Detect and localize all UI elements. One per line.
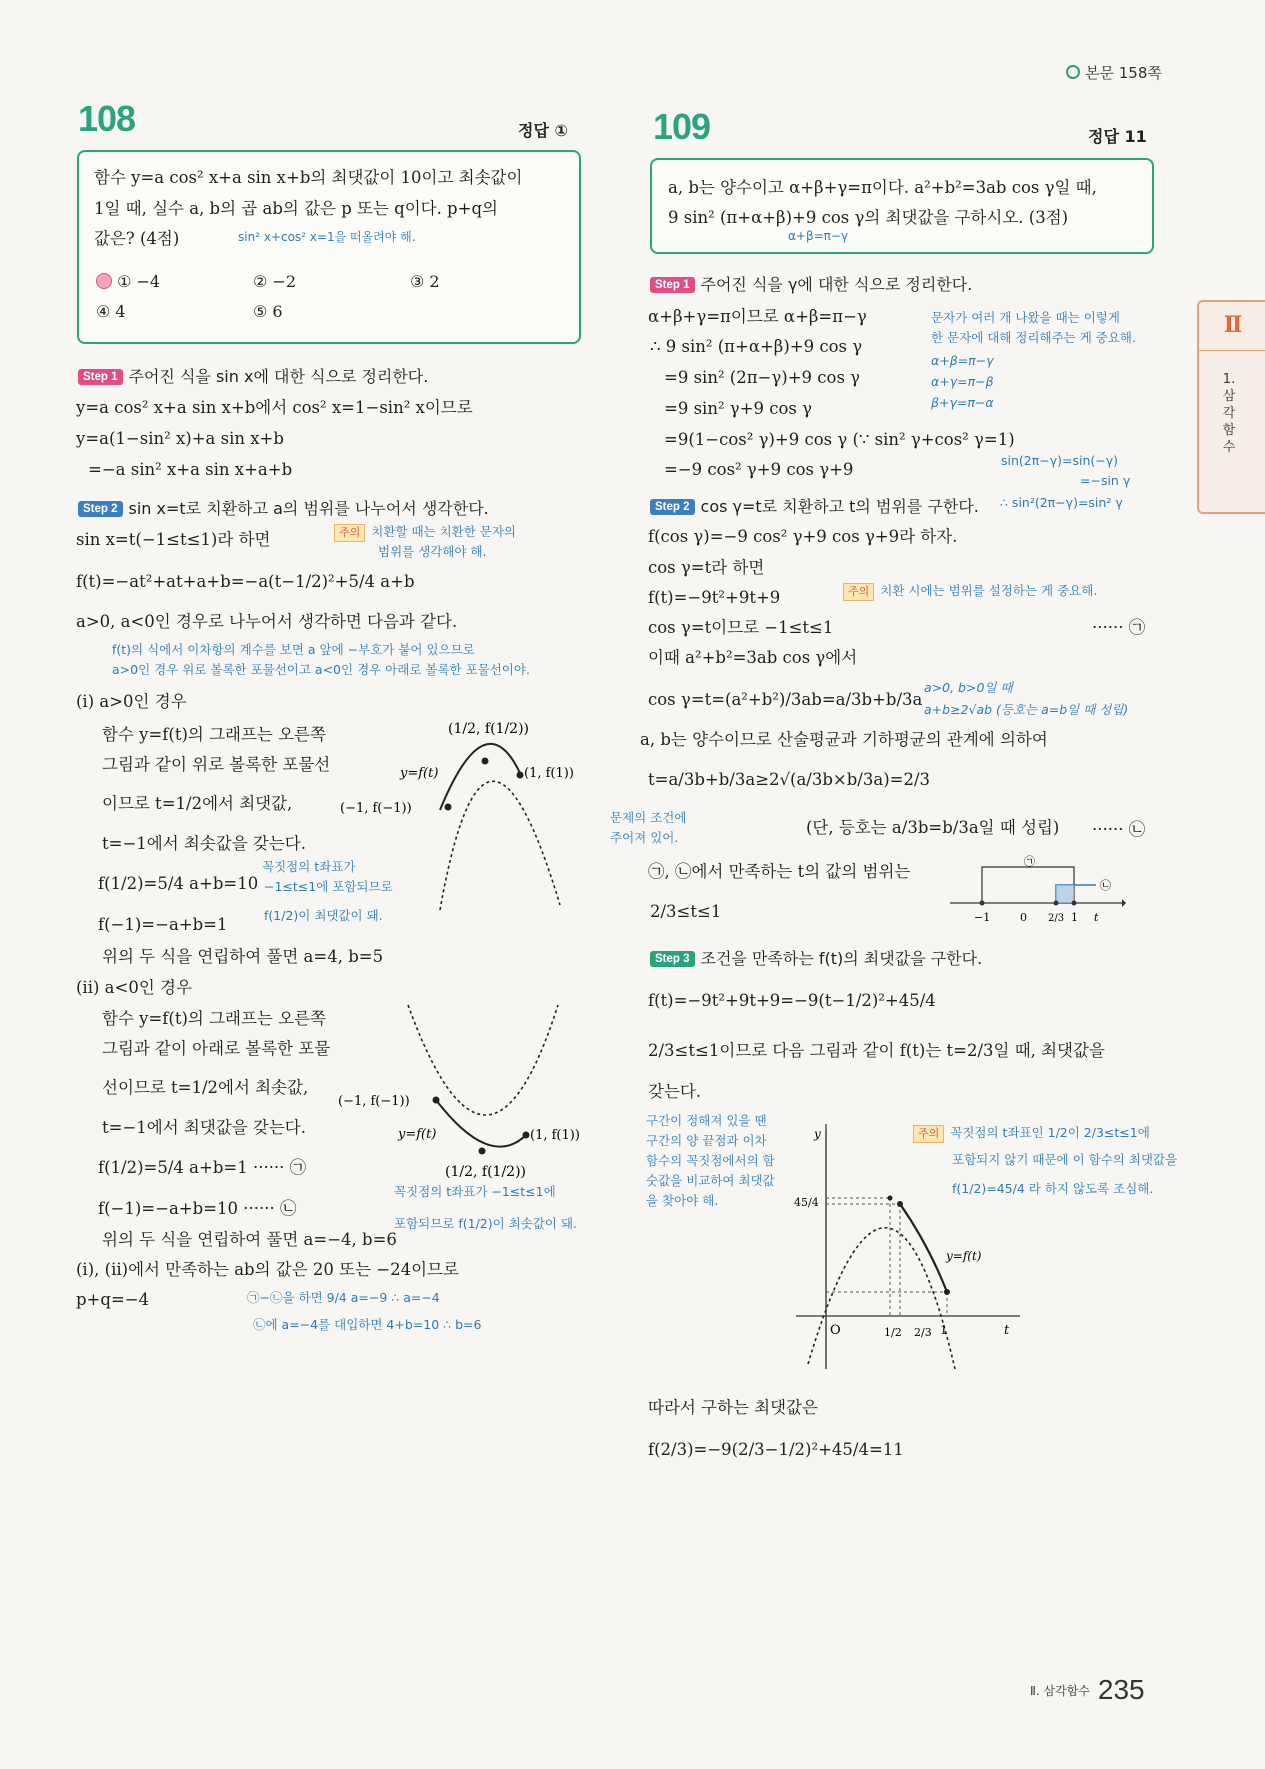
explanation-note: α+γ=π−β xyxy=(931,374,994,389)
solution-line: =9(1−cos² γ)+9 cos γ (∵ sin² γ+cos² γ=1) xyxy=(664,430,1015,449)
endpoint xyxy=(944,1289,950,1295)
warning-note: 주의 치환 시에는 범위를 설정하는 게 중요해. xyxy=(843,582,1097,601)
overlap-region xyxy=(1056,885,1074,903)
question-box xyxy=(650,158,1154,254)
solution-line: 2/3≤t≤1 xyxy=(650,902,722,921)
final-answer: p+q=−4 xyxy=(76,1290,150,1309)
range-label: ㉠ xyxy=(1024,855,1035,868)
problem-number: 109 xyxy=(653,106,711,147)
choice-4[interactable]: ④ 4 xyxy=(96,302,126,321)
explanation-note: 함수의 꼭짓점에서의 함 xyxy=(646,1153,775,1168)
axis-label: t xyxy=(1004,1323,1010,1338)
answer-label: 정답 11 xyxy=(1088,127,1147,146)
solution-line: f(t)=−9t²+9t+9 xyxy=(648,588,781,607)
solution-line: t=a/3b+b/3a≥2√(a/3b×b/3a)=2/3 xyxy=(648,770,931,789)
solution-line: t=−1에서 최솟값을 갖는다. xyxy=(102,834,306,853)
problem-number: 108 xyxy=(78,98,136,139)
left-point-label: (−1, f(−1)) xyxy=(340,801,412,816)
solution-line: 2/3≤t≤1이므로 다음 그림과 같이 f(t)는 t=2/3일 때, 최댓값을 xyxy=(648,1041,1105,1060)
solution-line: 이때 a²+b²=3ab cos γ에서 xyxy=(648,648,858,667)
left-point-label: (−1, f(−1)) xyxy=(338,1094,410,1109)
page-footer: Ⅱ. 삼각함수 235 xyxy=(1030,1674,1145,1705)
solution-line: 따라서 구하는 최댓값은 xyxy=(648,1398,818,1417)
vertex-point xyxy=(482,758,489,765)
explanation-note: 한 문자에 대해 정리해주는 게 중요해. xyxy=(931,330,1136,345)
solution-line: (단, 등호는 a/3b=b/3a일 때 성립) xyxy=(806,818,1060,837)
solution-line: 그림과 같이 아래로 볼록한 포물 xyxy=(102,1039,331,1058)
parabola-curve xyxy=(408,1005,558,1115)
vertex-label: (1/2, f(1/2)) xyxy=(445,1164,526,1180)
point xyxy=(1072,901,1077,906)
solution-line: 위의 두 식을 연립하여 풀면 a=4, b=5 xyxy=(102,947,384,966)
explanation-note: sin(2π−γ)=sin(−γ) xyxy=(1001,453,1119,468)
right-endpoint xyxy=(517,772,524,779)
solution-line: 갖는다. xyxy=(648,1082,702,1101)
explanation-note: 꼭짓점의 t좌표가 −1≤t≤1에 xyxy=(394,1184,556,1199)
choice-2[interactable]: ② −2 xyxy=(253,272,297,291)
question-line: a, b는 양수이고 α+β+γ=π이다. a²+b²=3ab cos γ일 때, xyxy=(668,178,1097,197)
page-reference: 본문 158쪽 xyxy=(1066,62,1162,83)
solution-line: α+β+γ=π이므로 α+β=π−γ xyxy=(648,307,867,326)
point xyxy=(1054,901,1059,906)
solution-line: =9 sin² γ+9 cos γ xyxy=(664,399,812,418)
explanation-note: f(t)의 식에서 이차항의 계수를 보면 a 앞에 −부호가 붙어 있으므로 xyxy=(112,642,475,657)
point xyxy=(980,901,985,906)
max-point xyxy=(897,1201,903,1207)
step-heading: Step 2 sin x=t로 치환하고 a의 범위를 나누어서 생각한다. xyxy=(78,496,489,519)
left-endpoint xyxy=(433,1097,440,1104)
choice-5[interactable]: ⑤ 6 xyxy=(253,302,283,321)
solution-line: (i), (ii)에서 만족하는 ab의 값은 20 또는 −24이므로 xyxy=(76,1260,459,1279)
concave-down-parabola-graph xyxy=(330,715,580,915)
explanation-note: 포함되지 않기 때문에 이 함수의 최댓값을 xyxy=(952,1152,1178,1167)
explanation-note: 문자가 여러 개 나왔을 때는 이렇게 xyxy=(931,310,1120,325)
solution-line: 함수 y=f(t)의 그래프는 오른쪽 xyxy=(102,725,326,744)
explanation-note: a+b≥2√ab (등호는 a=b일 때 성립) xyxy=(924,702,1129,717)
step-heading: Step 3 조건을 만족하는 f(t)의 최댓값을 구한다. xyxy=(650,946,982,969)
explanation-note: −1≤t≤1에 포함되므로 xyxy=(264,879,393,894)
range-label: ㉡ xyxy=(1100,879,1111,892)
equation: f(−1)=−a+b=10 ······ ㉡ xyxy=(98,1199,297,1218)
right-point-label: (1, f(1)) xyxy=(524,766,574,781)
warning-note-line: 범위를 생각해야 해. xyxy=(378,544,487,559)
question-line: 값은? (4점) xyxy=(94,229,180,248)
step-heading: Step 1 주어진 식을 sin x에 대한 식으로 정리한다. xyxy=(78,364,428,387)
arrow-icon xyxy=(1122,899,1126,907)
solution-line: f(cos γ)=−9 cos² γ+9 cos γ+9라 하자. xyxy=(648,527,958,546)
explanation-note: 구간의 양 끝점과 이차 xyxy=(646,1133,767,1148)
explanation-note: f(1/2)=45/4 라 하지 않도록 조심해. xyxy=(952,1181,1154,1196)
function-label: y=f(t) xyxy=(400,766,439,781)
explanation-note: a>0인 경우 위로 볼록한 포물선이고 a<0인 경우 아래로 볼록한 포물선이야. xyxy=(112,662,530,677)
solution-line: ∴ 9 sin² (π+α+β)+9 cos γ xyxy=(650,337,863,356)
choice-3[interactable]: ③ 2 xyxy=(410,272,440,291)
question-hint: α+β=π−γ xyxy=(788,229,849,243)
solution-line: =−a sin² x+a sin x+a+b xyxy=(88,460,293,479)
origin-label: O xyxy=(830,1323,841,1338)
tick-label: 1 xyxy=(940,1323,948,1337)
parabola-solid-segment xyxy=(436,1100,526,1147)
right-point-label: (1, f(1)) xyxy=(530,1128,580,1143)
explanation-note: ㉠−㉡을 하면 9/4 a=−9 ∴ a=−4 xyxy=(247,1290,440,1305)
solution-line: f(t)=−9t²+9t+9=−9(t−1/2)²+45/4 xyxy=(648,991,936,1010)
explanation-note: β+γ=π−α xyxy=(931,395,994,410)
step-heading: Step 1 주어진 식을 γ에 대한 식으로 정리한다. xyxy=(650,272,972,295)
parabola-solid-segment xyxy=(440,744,520,810)
question-line: 9 sin² (π+α+β)+9 cos γ의 최댓값을 구하시오. (3점) xyxy=(668,208,1069,227)
tick-label: 2/3 xyxy=(914,1326,932,1339)
solution-line: cos γ=t이므로 −1≤t≤1 xyxy=(648,618,834,637)
concave-up-parabola-graph xyxy=(330,1000,580,1185)
solution-line: f(t)=−at²+at+a+b=−a(t−1/2)²+5/4 a+b xyxy=(76,572,415,591)
equation: f(−1)=−a+b=1 xyxy=(98,915,228,934)
left-endpoint xyxy=(445,804,452,811)
axis-label: t xyxy=(1094,911,1099,924)
tick-label: 2/3 xyxy=(1048,913,1065,924)
explanation-note: f(1/2)이 최댓값이 돼. xyxy=(264,908,383,923)
chapter-tab[interactable] xyxy=(1197,300,1265,514)
question-line: 1일 때, 실수 a, b의 곱 ab의 값은 p 또는 q이다. p+q의 xyxy=(94,199,498,218)
parabola-maximum-graph xyxy=(790,1124,1030,1374)
solution-line: a>0, a<0인 경우로 나누어서 생각하면 다음과 같다. xyxy=(76,612,458,631)
solution-line: 선이므로 t=1/2에서 최솟값, xyxy=(102,1078,309,1097)
answer-label: 정답 ① xyxy=(518,121,569,140)
equation-tag: ······ ㉡ xyxy=(1092,820,1146,839)
case-heading: (ii) a<0인 경우 xyxy=(76,978,192,997)
explanation-note: =−sin γ xyxy=(1080,473,1131,488)
vertex-label: (1/2, f(1/2)) xyxy=(448,721,529,737)
explanation-note: 포함되므로 f(1/2)이 최솟값이 돼. xyxy=(394,1216,577,1231)
function-label: y=f(t) xyxy=(946,1249,982,1263)
tick-label: 0 xyxy=(1020,911,1027,924)
parabola-curve xyxy=(808,1228,955,1369)
solution-line: y=a(1−sin² x)+a sin x+b xyxy=(76,429,284,448)
warning-note: 주의 치환할 때는 치환한 문자의 xyxy=(334,523,516,542)
axis-label: y xyxy=(814,1127,821,1141)
solution-line: 위의 두 식을 연립하여 풀면 a=−4, b=6 xyxy=(102,1230,397,1249)
question-hint: sin² x+cos² x=1을 떠올려야 해. xyxy=(238,230,416,244)
solution-line: sin x=t(−1≤t≤1)라 하면 xyxy=(76,530,271,549)
solution-line: 그림과 같이 위로 볼록한 포물선 xyxy=(102,755,331,774)
solution-line: a, b는 양수이므로 산술평균과 기하평균의 관계에 의하여 xyxy=(640,730,1048,749)
solution-line: 함수 y=f(t)의 그래프는 오른쪽 xyxy=(102,1009,326,1028)
equation: f(1/2)=5/4 a+b=10 xyxy=(98,874,259,893)
explanation-note: 주어져 있어. xyxy=(610,830,679,845)
tick-label: −1 xyxy=(974,911,991,924)
section-label: 1. 삼각함수 xyxy=(1222,372,1236,455)
number-line-diagram xyxy=(946,855,1126,945)
explanation-note: α+β=π−γ xyxy=(931,353,994,368)
case-heading: (i) a>0인 경우 xyxy=(76,692,187,711)
vertex-point xyxy=(479,1148,486,1155)
explanation-note: ∴ sin²(2π−γ)=sin² γ xyxy=(1000,495,1123,510)
function-label: y=f(t) xyxy=(398,1127,437,1142)
choice-1[interactable]: ① −4 xyxy=(96,272,160,291)
explanation-note: 을 찾아야 해. xyxy=(646,1193,719,1208)
tick-label: 1 xyxy=(1071,911,1078,924)
parabola-curve xyxy=(440,781,560,910)
solution-line: cos γ=t=(a²+b²)/3ab=a/3b+b/3a xyxy=(648,690,923,709)
question-line: 함수 y=a cos² x+a sin x+b의 최댓값이 10이고 최솟값이 xyxy=(94,168,523,187)
explanation-note: a>0, b>0일 때 xyxy=(924,680,1013,695)
explanation-note: 숫값을 비교하여 최댓값 xyxy=(646,1173,775,1188)
right-endpoint xyxy=(523,1132,530,1139)
solution-line: 이므로 t=1/2에서 최댓값, xyxy=(102,794,293,813)
check-icon xyxy=(96,273,112,289)
vertex-point xyxy=(888,1196,893,1201)
solution-line: cos γ=t라 하면 xyxy=(648,558,765,577)
equation: f(1/2)=5/4 a+b=1 ······ ㉠ xyxy=(98,1158,307,1177)
solution-line: t=−1에서 최댓값을 갖는다. xyxy=(102,1118,306,1137)
solution-line: =9 sin² (2π−γ)+9 cos γ xyxy=(664,368,861,387)
warning-note: 주의 꼭짓점의 t좌표인 1/2이 2/3≤t≤1에 xyxy=(913,1124,1150,1143)
explanation-note: 꼭짓점의 t좌표가 xyxy=(262,859,356,874)
solution-line: =−9 cos² γ+9 cos γ+9 xyxy=(664,460,854,479)
page-number: 235 xyxy=(1097,1674,1145,1705)
circle-icon xyxy=(1066,65,1080,79)
explanation-note: ㉡에 a=−4를 대입하면 4+b=10 ∴ b=6 xyxy=(253,1317,482,1332)
final-answer: f(2/3)=−9(2/3−1/2)²+45/4=11 xyxy=(648,1440,904,1459)
solution-line: ㉠, ㉡에서 만족하는 t의 값의 범위는 xyxy=(648,862,911,881)
tick-label: 1/2 xyxy=(884,1326,902,1339)
equation-tag: ······ ㉠ xyxy=(1092,618,1146,637)
solution-line: y=a cos² x+a sin x+b에서 cos² x=1−sin² x이므로 xyxy=(76,398,473,417)
explanation-note: 구간이 정해져 있을 땐 xyxy=(646,1113,767,1128)
tick-label: 45/4 xyxy=(794,1196,819,1209)
explanation-note: 문제의 조건에 xyxy=(610,810,687,825)
parabola-solid-segment xyxy=(900,1204,947,1292)
chapter-numeral: Ⅱ xyxy=(1199,312,1265,351)
step-heading: Step 2 cos γ=t로 치환하고 t의 범위를 구한다. xyxy=(650,494,979,517)
